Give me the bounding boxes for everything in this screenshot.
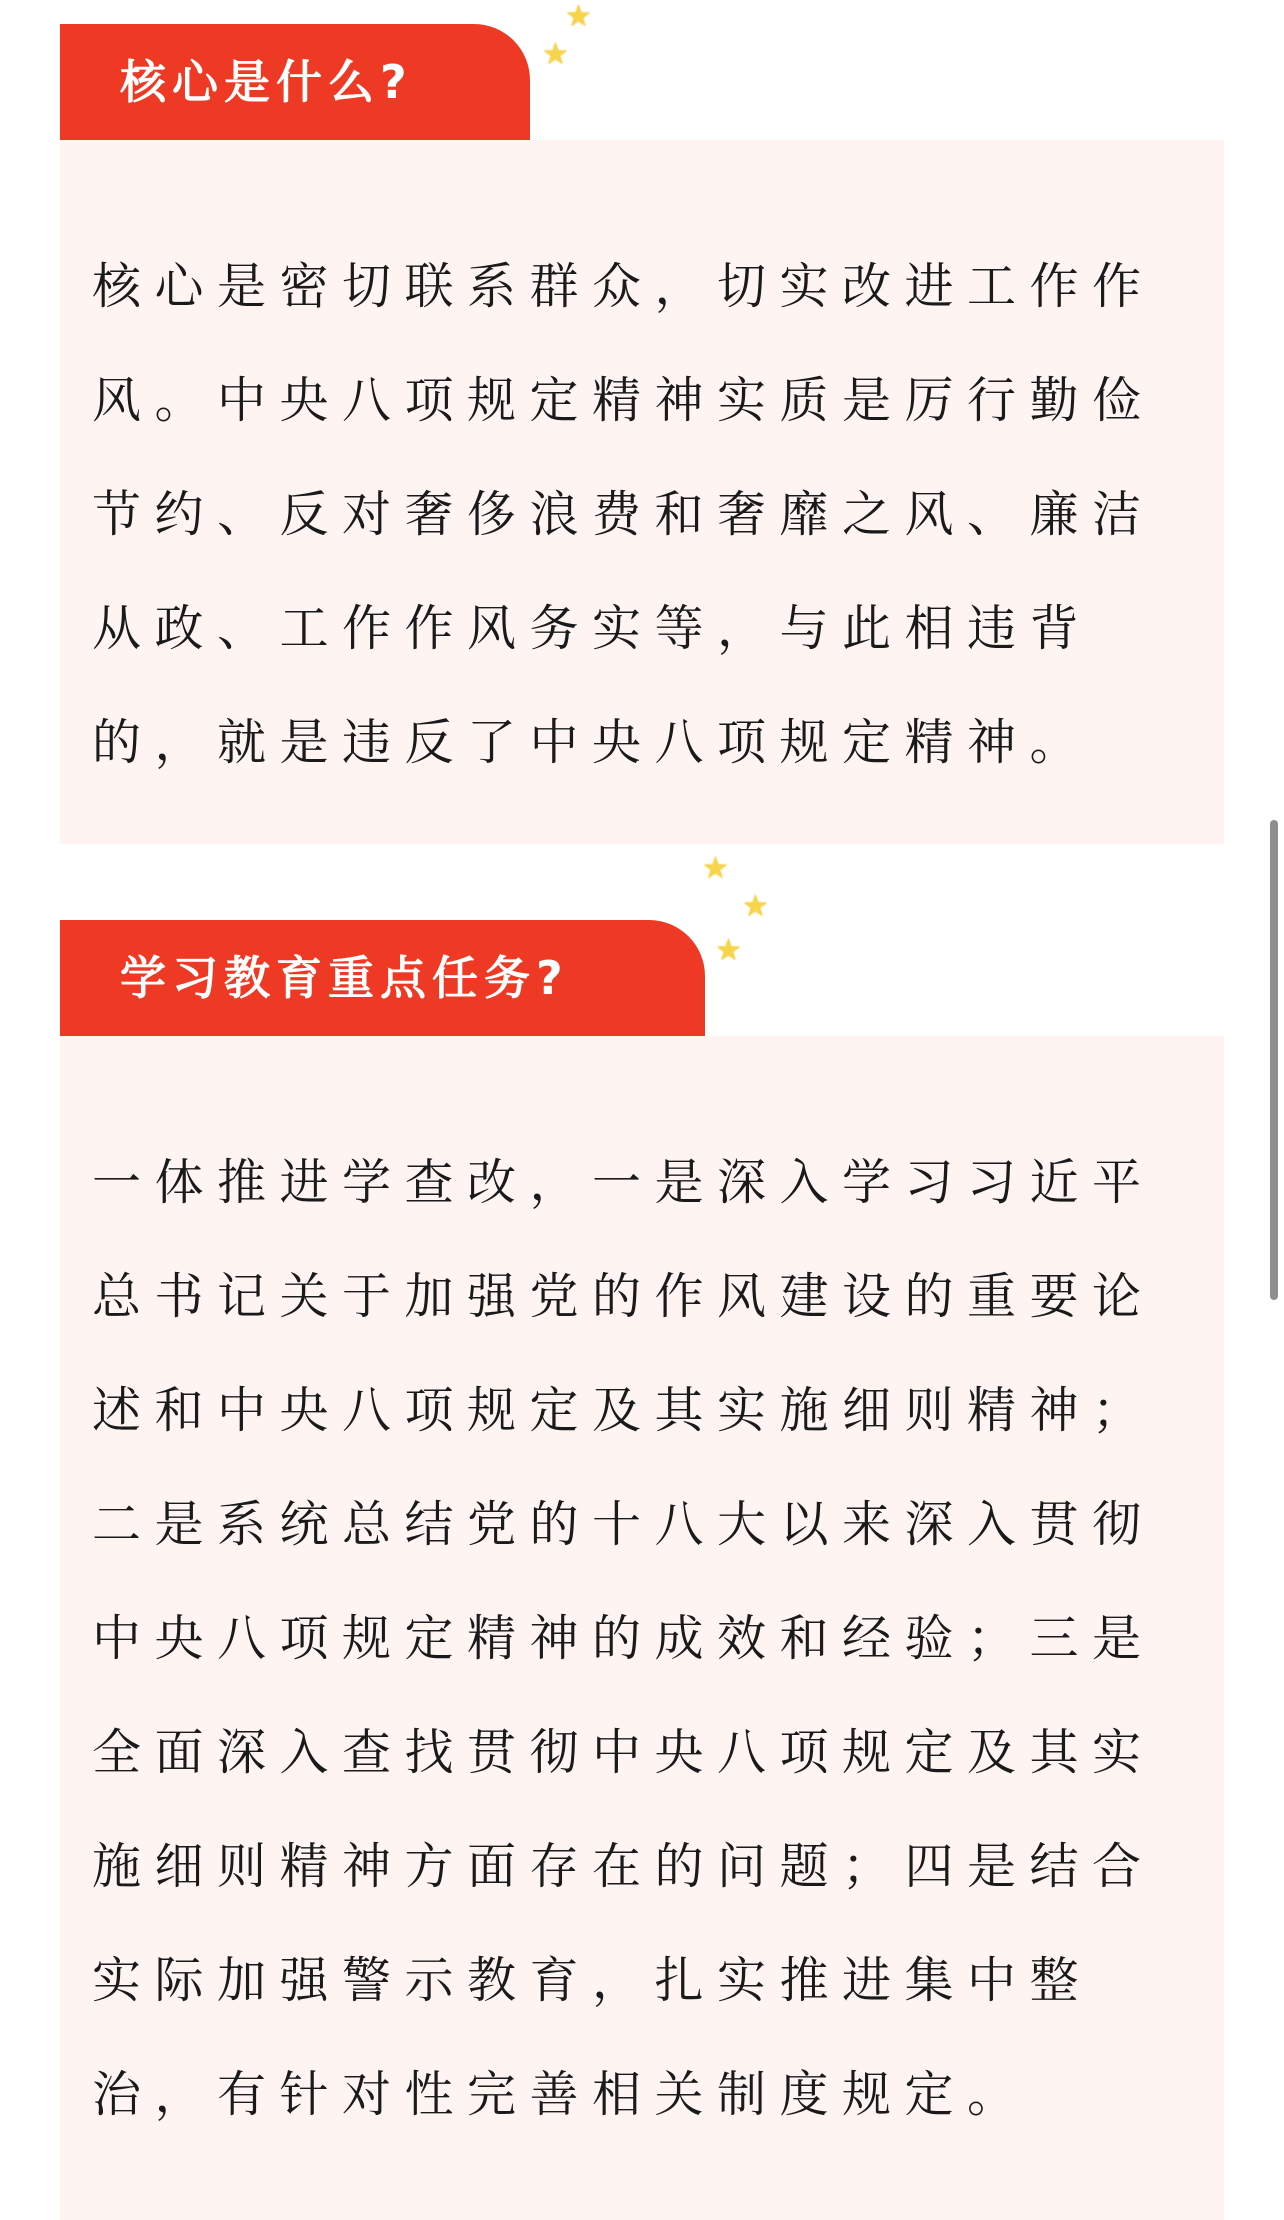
star-icon: ★ — [702, 851, 729, 886]
section-card-tasks — [60, 1036, 1224, 2220]
star-icon: ★ — [715, 933, 742, 968]
section-title-tasks: 学习教育重点任务? — [60, 920, 705, 1036]
star-icon: ★ — [542, 37, 569, 72]
section-body-tasks: 一体推进学查改，一是深入学习习近平总书记关于加强党的作风建设的重要论述和中央八项规定及其实施细则精神；二是系统总结党的十八大以来深入贯彻中央八项规定精神的成效和经验；三是全面深入查找贯彻中央八项规定及其实施细则精神方面存在的问题；四是结合实际加强警示教育，扎实推进集中整治，有针对性完善相关制度规定。 — [92, 1154, 1155, 2123]
vertical-scrollbar[interactable] — [1270, 820, 1278, 1300]
section-card-core — [60, 140, 1224, 844]
section-body-core: 核心是密切联系群众，切实改进工作作风。中央八项规定精神实质是厉行勤俭节约、反对奢侈浪费和奢靡之风、廉洁从政、工作作风务实等，与此相违背的，就是违反了中央八项规定精神。 — [92, 258, 1155, 771]
star-icon: ★ — [565, 0, 592, 34]
star-icon: ★ — [742, 889, 769, 924]
section-title-core: 核心是什么? — [60, 24, 530, 140]
